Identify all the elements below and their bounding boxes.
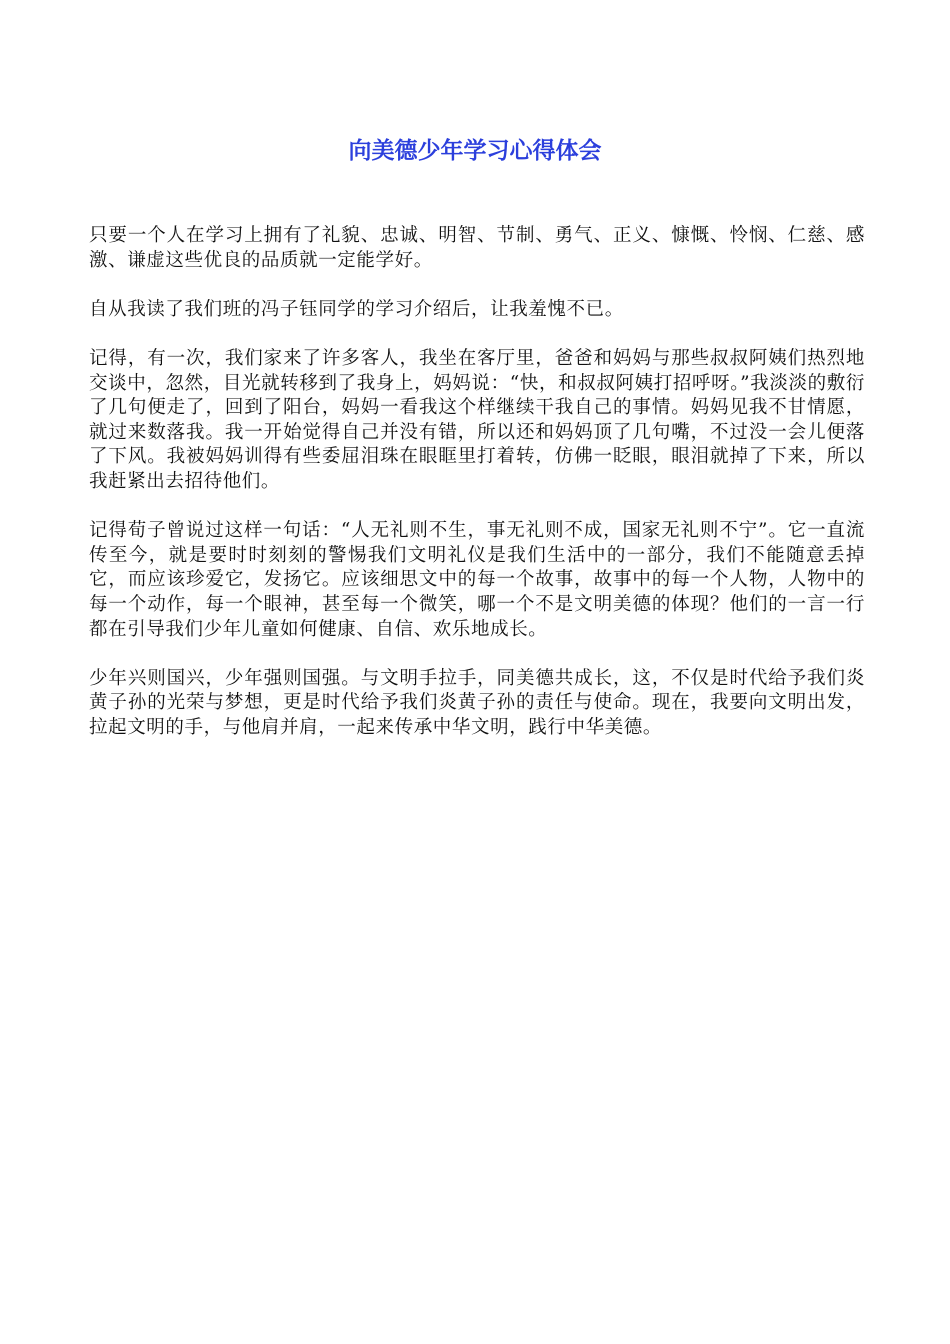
document-title: 向美德少年学习心得体会 bbox=[348, 138, 602, 164]
paragraph-3: 记得，有一次，我们家来了许多客人，我坐在客厅里，爸爸和妈妈与那些叔叔阿姨们热烈地交谈中，忽然，目光就转移到了我身上，妈妈说：“快，和叔叔阿姨打招呼呀。”我淡淡的敷衍了几句便走了，回到了阳台，妈妈一看我这个样继续干我自己的事情。妈妈见我不甘情愿，就过来数落我。我一开始觉得自己并没有错，所以还和妈妈顶了几句嘴，不过没一会儿便落了下风。我被妈妈训得有些委屈泪珠在眼眶里打着转，仿佛一眨眼，眼泪就掉了下来，所以我赶紧出去招待他们。 bbox=[89, 347, 865, 492]
document-body bbox=[89, 224, 865, 765]
paragraph-1: 只要一个人在学习上拥有了礼貌、忠诚、明智、节制、勇气、正义、慷慨、怜悯、仁慈、感激、谦虚这些优良的品质就一定能学好。 bbox=[89, 225, 865, 271]
paragraph-5: 少年兴则国兴，少年强则国强。与文明手拉手，同美德共成长，这，不仅是时代给予我们炎黄子孙的光荣与梦想，更是时代给予我们炎黄子孙的责任与使命。现在，我要向文明出发，拉起文明的手，与他肩并肩，一起来传承中华文明，践行中华美德。 bbox=[89, 667, 865, 738]
paragraph-2: 自从我读了我们班的冯子钰同学的学习介绍后，让我羞愧不已。 bbox=[89, 298, 624, 320]
paragraph-4: 记得荀子曾说过这样一句话：“人无礼则不生，事无礼则不成，国家无礼则不宁”。它一直流传至今，就是要时时刻刻的警惕我们文明礼仪是我们生活中的一部分，我们不能随意丢掉它，而应该珍爱它，发扬它。应该细思文中的每一个故事，故事中的每一个人物，人物中的每一个动作，每一个眼神，甚至每一个微笑，哪一个不是文明美德的体现？他们的一言一行都在引导我们少年儿童如何健康、自信、欢乐地成长。 bbox=[89, 520, 865, 640]
